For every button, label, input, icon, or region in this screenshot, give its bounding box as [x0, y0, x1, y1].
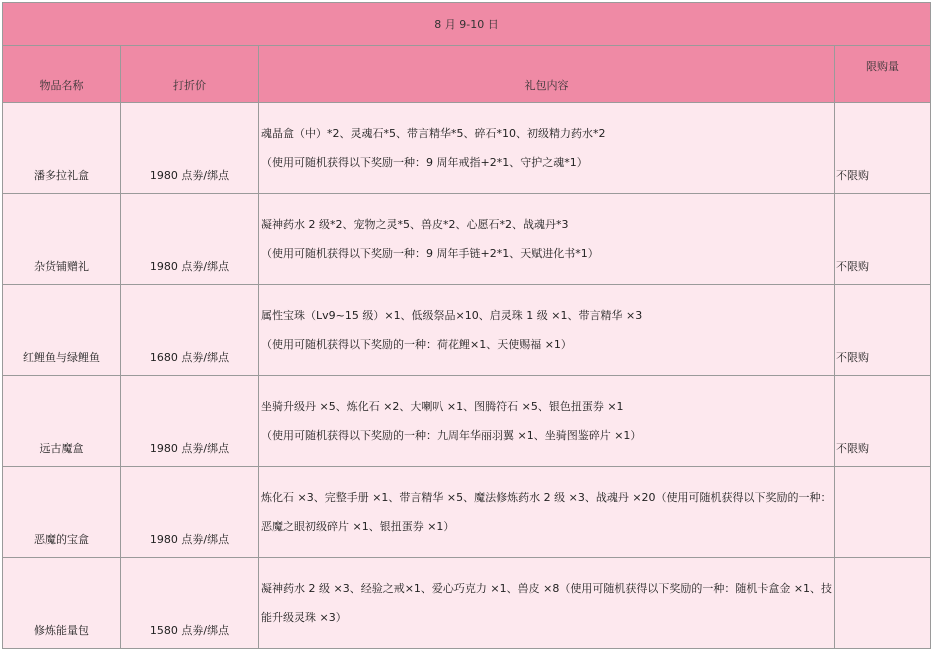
table-title: 8 月 9-10 日: [3, 3, 931, 46]
table-row: [3, 285, 931, 376]
item-limit: [835, 558, 931, 649]
item-content: [259, 467, 835, 558]
content-extra: （使用可随机获得以下奖励一种：9 周年戒指+2*1、守护之魂*1）: [261, 156, 588, 169]
table-header-row: [3, 46, 931, 103]
content-extra: （使用可随机获得以下奖励的一种：荷花鲤×1、天使赐福 ×1）: [261, 338, 572, 351]
item-content: [259, 103, 835, 194]
item-name: 潘多拉礼盒: [3, 103, 121, 194]
item-price: 1980 点劵/绑点: [121, 376, 259, 467]
item-price: 1980 点劵/绑点: [121, 103, 259, 194]
table-row: [3, 467, 931, 558]
content-main: 凝神药水 2 级*2、宠物之灵*5、兽皮*2、心愿石*2、战魂丹*3: [261, 218, 569, 231]
gift-table-wrapper: [2, 2, 930, 649]
item-price: 1580 点劵/绑点: [121, 558, 259, 649]
gift-pack-table: [2, 2, 931, 649]
item-limit: 不限购: [835, 285, 931, 376]
item-price: 1980 点劵/绑点: [121, 467, 259, 558]
content-main: 炼化石 ×3、完整手册 ×1、带言精华 ×5、魔法修炼药水 2 级 ×3、战魂丹 ×20（使用可随机获得以下奖励的一种：恶魔之眼初级碎片 ×1、银扭蛋券 ×1）: [261, 491, 832, 533]
item-content: [259, 558, 835, 649]
item-limit: [835, 467, 931, 558]
item-content: [259, 376, 835, 467]
item-name: 杂货铺赠礼: [3, 194, 121, 285]
item-limit: 不限购: [835, 194, 931, 285]
content-extra: （使用可随机获得以下奖励的一种：九周年华丽羽翼 ×1、坐骑图鉴碎片 ×1）: [261, 429, 642, 442]
header-item-name: 物品名称: [3, 46, 121, 103]
table-title-row: [3, 3, 931, 46]
item-limit: 不限购: [835, 376, 931, 467]
content-main: 属性宝珠（Lv9~15 级）×1、低级祭品×10、启灵珠 1 级 ×1、带言精华 ×3: [261, 309, 643, 322]
table-row: [3, 558, 931, 649]
item-price: 1980 点劵/绑点: [121, 194, 259, 285]
item-price: 1680 点劵/绑点: [121, 285, 259, 376]
item-name: 红鲤鱼与绿鲤鱼: [3, 285, 121, 376]
content-main: 坐骑升级丹 ×5、炼化石 ×2、大喇叭 ×1、图腾符石 ×5、银色扭蛋券 ×1: [261, 400, 624, 413]
header-pack-content: 礼包内容: [259, 46, 835, 103]
content-extra: （使用可随机获得以下奖励一种：9 周年手链+2*1、天赋进化书*1）: [261, 247, 599, 260]
item-name: 远古魔盒: [3, 376, 121, 467]
header-purchase-limit: 限购量: [835, 46, 931, 103]
table-row: [3, 194, 931, 285]
content-main: 魂晶盒（中）*2、灵魂石*5、带言精华*5、碎石*10、初级精力药水*2: [261, 127, 606, 140]
item-content: [259, 285, 835, 376]
content-main: 凝神药水 2 级 ×3、经验之戒×1、爱心巧克力 ×1、兽皮 ×8（使用可随机获得以下奖励的一种：随机卡盒金 ×1、技能升级灵珠 ×3）: [261, 582, 833, 624]
item-limit: 不限购: [835, 103, 931, 194]
header-discount-price: 打折价: [121, 46, 259, 103]
table-row: [3, 376, 931, 467]
table-row: [3, 103, 931, 194]
item-name: 恶魔的宝盒: [3, 467, 121, 558]
item-name: 修炼能量包: [3, 558, 121, 649]
item-content: [259, 194, 835, 285]
